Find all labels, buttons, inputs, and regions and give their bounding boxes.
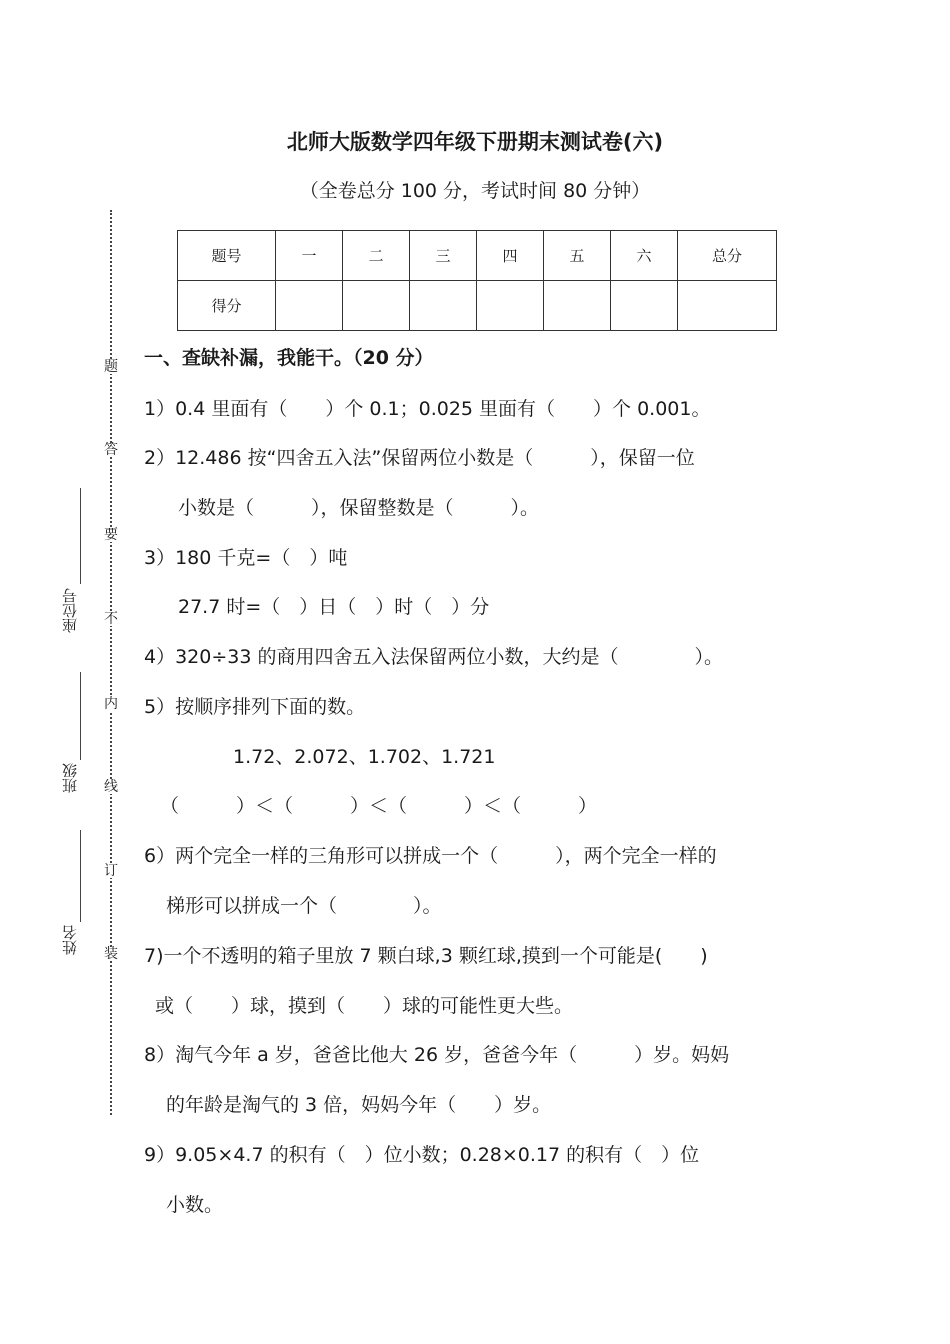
table-header-cell: 四 <box>477 231 544 281</box>
table-header-cell: 六 <box>611 231 678 281</box>
page-title: 北师大版数学四年级下册期末测试卷(六) <box>286 130 664 154</box>
seat-number-field[interactable] <box>80 488 81 584</box>
table-header-cell: 五 <box>544 231 611 281</box>
table-header-cell: 总分 <box>678 231 777 281</box>
score-row-label: 得分 <box>178 281 276 331</box>
score-cell[interactable] <box>276 281 343 331</box>
binding-char: 不 <box>104 611 118 627</box>
question-line: 3）180 千克=（ ）吨 <box>144 547 348 569</box>
question-line: 1）0.4 里面有（ ）个 0.1；0.025 里面有（ ）个 0.001。 <box>144 398 711 420</box>
question-line: 或（ ）球，摸到（ ）球的可能性更大些。 <box>155 995 574 1017</box>
question-line: 8）淘气今年 a 岁，爸爸比他大 26 岁，爸爸今年（ ）岁。妈妈 <box>144 1044 730 1066</box>
score-table <box>177 230 777 331</box>
binding-dotted-line <box>110 210 112 1115</box>
table-header-cell: 题号 <box>178 231 276 281</box>
score-cell[interactable] <box>544 281 611 331</box>
score-cell[interactable] <box>477 281 544 331</box>
question-line: 6）两个完全一样的三角形可以拼成一个（ ），两个完全一样的 <box>144 845 717 867</box>
name-field[interactable] <box>80 830 81 922</box>
table-header-row <box>178 231 777 281</box>
table-header-cell: 三 <box>410 231 477 281</box>
question-line: 1.72、2.072、1.702、1.721 <box>233 746 496 768</box>
name-label: 姓名 <box>61 925 79 955</box>
table-header-cell: 二 <box>343 231 410 281</box>
binding-char: 题 <box>104 359 118 375</box>
table-row <box>178 281 777 331</box>
question-line: 小数。 <box>166 1194 224 1216</box>
question-line: 梯形可以拼成一个（ ）。 <box>166 895 442 917</box>
section-heading: 一、查缺补漏，我能干。（20 分） <box>144 347 434 369</box>
question-line: 5）按顺序排列下面的数。 <box>144 696 366 718</box>
score-cell[interactable] <box>678 281 777 331</box>
score-cell[interactable] <box>343 281 410 331</box>
question-line: 7)一个不透明的箱子里放 7 颗白球,3 颗红球,摸到一个可能是( ) <box>144 945 708 967</box>
question-line: 的年龄是淘气的 3 倍，妈妈今年（ ）岁。 <box>166 1094 552 1116</box>
page-subtitle: （全卷总分 100 分，考试时间 80 分钟） <box>299 180 651 202</box>
question-line: （ ）＜（ ）＜（ ）＜（ ） <box>160 795 598 817</box>
binding-char: 订 <box>104 863 118 879</box>
class-field[interactable] <box>80 672 81 760</box>
binding-char: 装 <box>104 946 118 962</box>
binding-char: 线 <box>104 779 118 795</box>
question-line: 2）12.486 按“四舍五入法”保留两位小数是（ ），保留一位 <box>144 447 695 469</box>
score-cell[interactable] <box>410 281 477 331</box>
question-line: 9）9.05×4.7 的积有（ ）位小数；0.28×0.17 的积有（ ）位 <box>144 1144 700 1166</box>
binding-char: 要 <box>104 527 118 543</box>
binding-char: 内 <box>104 696 118 712</box>
seat-number-label: 座位号 <box>61 588 79 633</box>
binding-char: 答 <box>104 442 118 458</box>
question-line: 小数是（ ），保留整数是（ ）。 <box>178 497 540 519</box>
score-cell[interactable] <box>611 281 678 331</box>
class-label: 班级 <box>61 763 79 793</box>
question-line: 4）320÷33 的商用四舍五入法保留两位小数，大约是（ ）。 <box>144 646 723 668</box>
table-header-cell: 一 <box>276 231 343 281</box>
question-line: 27.7 时=（ ）日（ ）时（ ）分 <box>178 596 490 618</box>
